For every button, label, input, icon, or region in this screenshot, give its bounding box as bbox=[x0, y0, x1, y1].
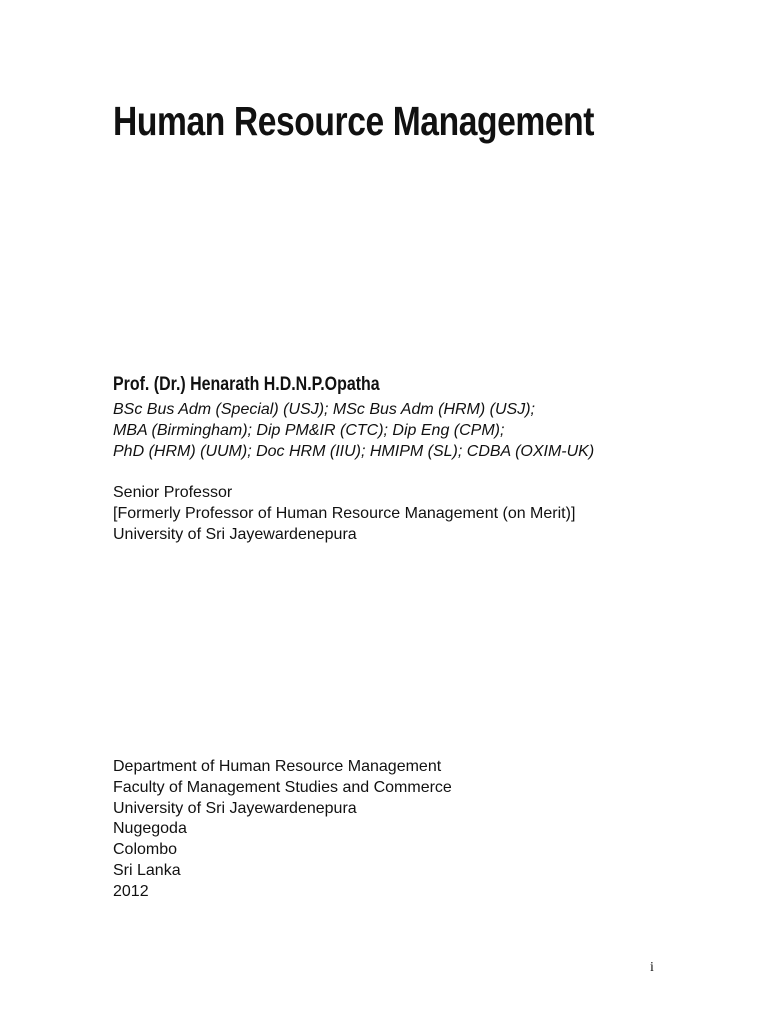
document-title: Human Resource Management bbox=[113, 98, 595, 144]
author-position bbox=[113, 482, 575, 545]
address-line: Nugegoda bbox=[113, 820, 187, 838]
address-line: University of Sri Jayewardenepura bbox=[113, 799, 357, 817]
qualification-line: BSc Bus Adm (Special) (USJ); MSc Bus Adm (HRM) (USJ); bbox=[113, 401, 535, 418]
qualification-line: PhD (HRM) (UUM); Doc HRM (IIU); HMIPM (SL); CDBA (OXIM-UK) bbox=[113, 443, 595, 460]
author-name: Prof. (Dr.) Henarath H.D.N.P.Opatha bbox=[113, 374, 380, 395]
position-line: [Formerly Professor of Human Resource Management (on Merit)] bbox=[113, 505, 576, 522]
address-line: Sri Lanka bbox=[113, 861, 181, 879]
position-line: Senior Professor bbox=[113, 484, 233, 501]
publication-year: 2012 bbox=[113, 882, 149, 900]
publisher-address bbox=[113, 757, 452, 903]
address-line: Faculty of Management Studies and Commerce bbox=[113, 778, 452, 796]
address-line: Department of Human Resource Management bbox=[113, 758, 442, 775]
author-qualifications bbox=[113, 399, 594, 462]
address-line: Colombo bbox=[113, 841, 178, 859]
page-number: i bbox=[650, 960, 654, 975]
position-line: University of Sri Jayewardenepura bbox=[113, 526, 357, 543]
qualification-line: MBA (Birmingham); Dip PM&IR (CTC); Dip Eng (CPM); bbox=[113, 422, 505, 439]
